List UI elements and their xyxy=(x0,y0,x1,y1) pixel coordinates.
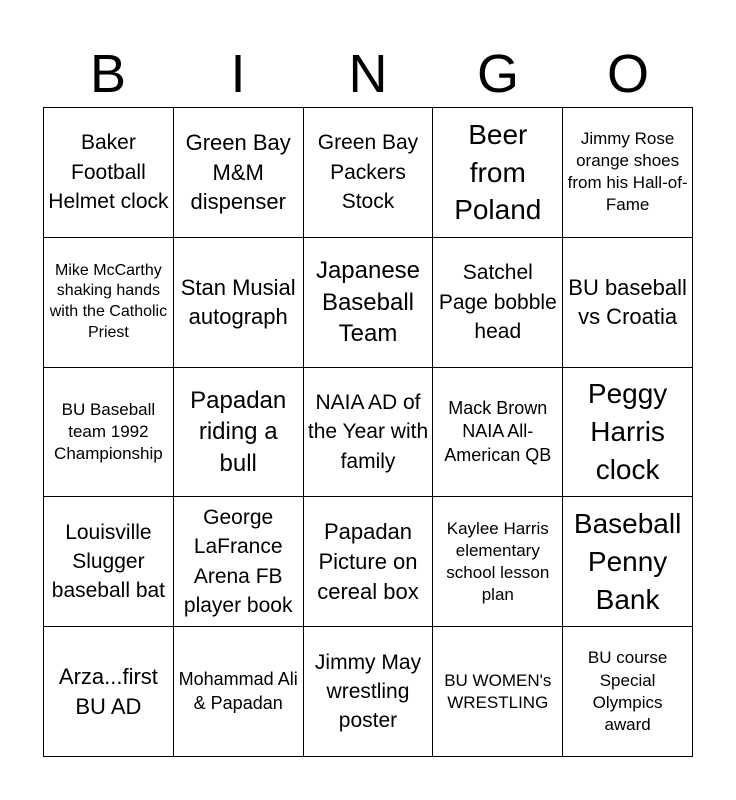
header-letter-i: I xyxy=(230,44,246,104)
bingo-cell[interactable] xyxy=(304,497,434,627)
header-letter-n: N xyxy=(348,44,388,104)
bingo-cell[interactable] xyxy=(44,368,174,498)
cell-text: Beer from Poland xyxy=(454,118,542,226)
bingo-cell[interactable] xyxy=(174,108,304,238)
cell-text: Kaylee Harris elementary school lesson plan xyxy=(446,518,550,604)
cell-text: Jimmy May wrestling poster xyxy=(314,650,422,733)
cell-text: BU Baseball team 1992 Championship xyxy=(54,399,163,464)
bingo-cell[interactable] xyxy=(44,238,174,368)
cell-text: Mohammad Ali & Papadan xyxy=(178,669,298,713)
cell-text: Mike McCarthy shaking hands with the Catholic Priest xyxy=(49,261,168,341)
bingo-cell[interactable] xyxy=(304,627,434,757)
bingo-cell[interactable] xyxy=(44,497,174,627)
bingo-cell[interactable] xyxy=(304,108,434,238)
header-letter-b: B xyxy=(89,44,127,104)
bingo-cell[interactable] xyxy=(44,108,174,238)
bingo-cell[interactable] xyxy=(433,627,563,757)
bingo-cell[interactable] xyxy=(304,368,434,498)
bingo-cell[interactable] xyxy=(563,108,693,238)
bingo-cell[interactable] xyxy=(433,368,563,498)
bingo-cell[interactable] xyxy=(563,497,693,627)
bingo-cell[interactable] xyxy=(563,238,693,368)
bingo-cell[interactable] xyxy=(433,238,563,368)
bingo-cell[interactable] xyxy=(563,368,693,498)
cell-text: Baker Football Helmet clock xyxy=(48,131,169,214)
bingo-cell[interactable] xyxy=(174,627,304,757)
bingo-cell[interactable] xyxy=(174,238,304,368)
cell-text: Green Bay M&M dispenser xyxy=(185,129,291,215)
cell-text: Papadan Picture on cereal box xyxy=(317,519,419,604)
cell-text: BU baseball vs Croatia xyxy=(568,274,687,330)
cell-text: Louisville Slugger baseball bat xyxy=(51,520,166,603)
bingo-cell[interactable] xyxy=(433,497,563,627)
header-letter-g: G xyxy=(476,44,519,104)
bingo-header xyxy=(43,40,693,108)
cell-text: Peggy Harris clock xyxy=(587,378,668,485)
bingo-cell[interactable] xyxy=(174,497,304,627)
cell-text: BU WOMEN's WRESTLING xyxy=(444,670,552,712)
cell-text: NAIA AD of the Year with family xyxy=(307,390,429,473)
cell-text: Mack Brown NAIA All-American QB xyxy=(444,397,552,465)
bingo-board xyxy=(43,107,693,757)
cell-text: Green Bay Packers Stock xyxy=(317,131,419,214)
cell-text: BU course Special Olympics award xyxy=(587,648,668,734)
bingo-cell[interactable] xyxy=(44,627,174,757)
bingo-cell[interactable] xyxy=(433,108,563,238)
bingo-cell[interactable] xyxy=(563,627,693,757)
cell-text: Papadan riding a bull xyxy=(190,387,287,477)
cell-text: Stan Musial autograph xyxy=(180,274,296,330)
header-letter-o: O xyxy=(606,44,649,104)
cell-text: Jimmy Rose orange shoes from his Hall-of-Fame xyxy=(567,129,688,215)
cell-text: Japanese Baseball Team xyxy=(315,257,421,347)
cell-text: Arza...first BU AD xyxy=(58,663,158,719)
cell-text: Baseball Penny Bank xyxy=(573,508,682,615)
cell-text: George LaFrance Arena FB player book xyxy=(183,506,293,618)
bingo-cell[interactable] xyxy=(304,238,434,368)
bingo-cell[interactable] xyxy=(174,368,304,498)
cell-text: Satchel Page bobble head xyxy=(438,261,557,343)
